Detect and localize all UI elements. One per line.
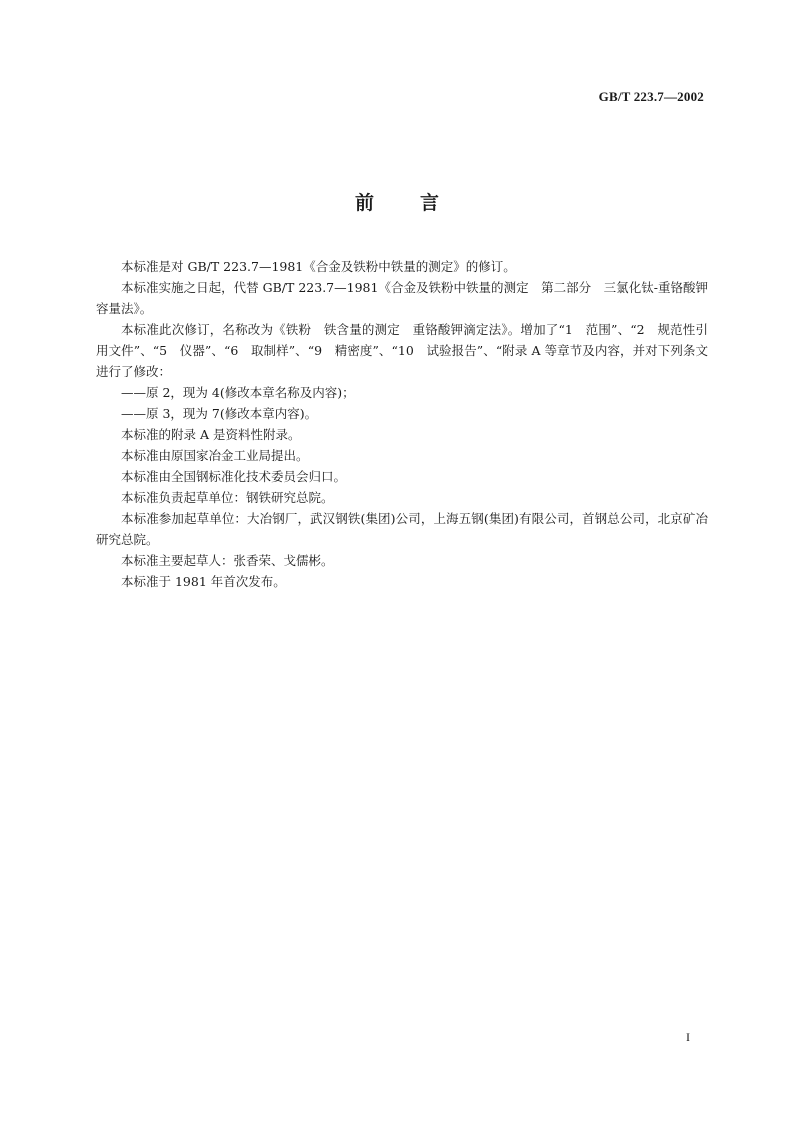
preface-body (96, 256, 708, 592)
paragraph-drafting-unit: 本标准负责起草单位：钢铁研究总院。 (121, 490, 334, 505)
page-number: I (686, 1030, 690, 1044)
list-item-change-1: ——原 2，现为 4(修改本章名称及内容)； (121, 385, 355, 400)
paragraph-changes: 本标准此次修订，名称改为《铁粉 铁含量的测定 重铬酸钾滴定法》。增加了“1 范围”、“2 规范性引用文件”、“5 仪器”、“6 取制样”、“9 精密度”、“10 试验报告”、“附录 A 等章节及内容，并对下列条文进行了修改： (96, 322, 708, 379)
paragraph-revision: 本标准是对 GB/T 223.7—1981《合金及铁粉中铁量的测定》的修订。 (121, 259, 516, 274)
paragraph-proposed-by: 本标准由原国家冶金工业局提出。 (121, 448, 309, 463)
paragraph-centralized-by: 本标准由全国钢标准化技术委员会归口。 (121, 469, 347, 484)
standard-code: GB/T 223.7—2002 (598, 89, 704, 104)
paragraph-drafters: 本标准主要起草人：张香荣、戈儒彬。 (121, 553, 334, 568)
list-item-change-2: ——原 3，现为 7(修改本章内容)。 (121, 406, 318, 421)
page-title: 前言 (354, 192, 485, 214)
paragraph-first-issued: 本标准于 1981 年首次发布。 (121, 574, 286, 589)
paragraph-participating-units: 本标准参加起草单位：大冶钢厂，武汉钢铁(集团)公司，上海五钢(集团)有限公司，首钢总公司，北京矿冶研究总院。 (96, 511, 708, 547)
paragraph-appendix: 本标准的附录 A 是资料性附录。 (121, 427, 301, 442)
paragraph-replaces: 本标准实施之日起，代替 GB/T 223.7—1981《合金及铁粉中铁量的测定 第二部分 三氯化钛-重铬酸钾容量法》。 (96, 280, 708, 316)
